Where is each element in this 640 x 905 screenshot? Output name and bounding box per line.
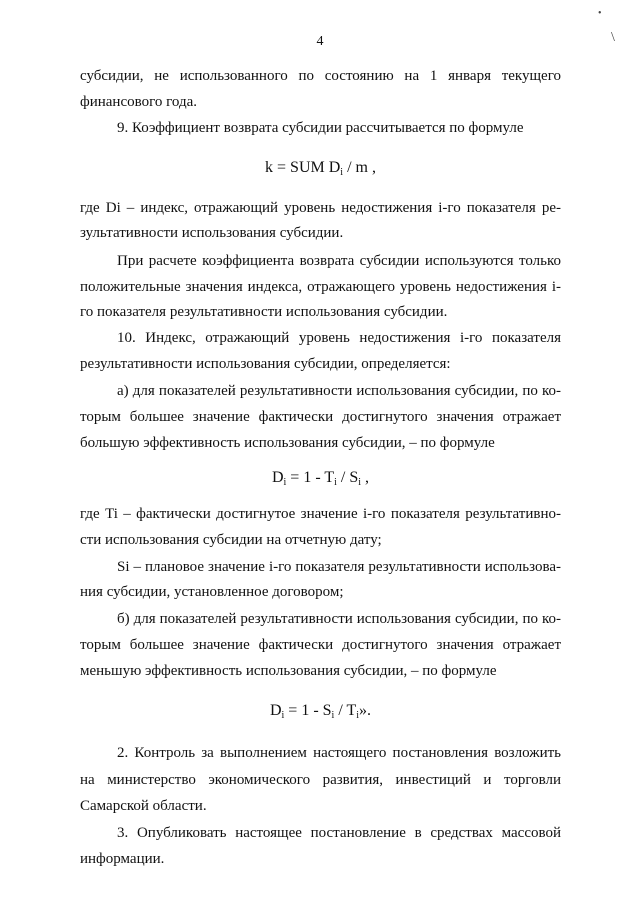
body-text-line: 2. Контроль за выполнением настоящего постановления возложить — [117, 745, 561, 761]
scan-mark: \ — [611, 30, 615, 45]
body-text-line: меньшую эффективность использования субсидии, – по формуле — [80, 663, 497, 679]
body-text-line: большую эффективность использования субсидии, – по формуле — [80, 435, 495, 451]
body-text-line: где Di – индекс, отражающий уровень недостижения i-го показателя ре- — [80, 200, 561, 216]
body-text-line: 10. Индекс, отражающий уровень недостижения i-го показателя — [117, 330, 561, 346]
body-text-line: финансового года. — [80, 94, 198, 110]
body-text-line: торым большее значение фактически достигнутого значения отражает — [80, 637, 561, 653]
body-text-line: Si – плановое значение i-го показателя результативности использова- — [117, 559, 561, 575]
body-text-line: ния субсидии, установленное договором; — [80, 584, 344, 600]
body-text-line: информации. — [80, 851, 165, 867]
body-text-line: б) для показателей результативности использования субсидии, по ко- — [117, 611, 561, 627]
body-text-line: зультативности использования субсидии. — [80, 225, 344, 241]
body-text-line: субсидии, не использованного по состоянию на 1 января текущего — [80, 68, 561, 84]
scan-mark: • — [598, 8, 602, 19]
body-text-line: где Ti – фактически достигнутое значение i-го показателя результативно- — [80, 506, 561, 522]
body-text-line: 9. Коэффициент возврата субсидии рассчитывается по формуле — [117, 120, 524, 136]
body-text-line: сти использования субсидии на отчетную дату; — [80, 532, 382, 548]
body-text-line: го показателя результативности использования субсидии. — [80, 304, 448, 320]
page-number: 4 — [316, 34, 324, 49]
body-text-line: а) для показателей результативности использования субсидии, по ко- — [117, 383, 561, 399]
body-text-line: на министерство экономического развития, инвестиций и торговли — [80, 772, 561, 788]
body-text-line: торым большее значение фактически достигнутого значения отражает — [80, 409, 561, 425]
body-text-line: Самарской области. — [80, 798, 207, 814]
formula-di-a: $D_i = 1 - T_i / S_i$ , — [271, 469, 370, 488]
body-text-line: положительные значения индекса, отражающего уровень недостижения i- — [80, 279, 561, 295]
body-text-line: При расчете коэффициента возврата субсидии используются только — [117, 253, 561, 269]
body-text-line: 3. Опубликовать настоящее постановление в средствах массовой — [117, 825, 561, 841]
formula-di-b: $D_i = 1 - S_i / T_i$». — [269, 702, 372, 721]
body-text-line: результативности использования субсидии, определяется: — [80, 356, 451, 372]
formula-k: k = SUM $D_i$ / m , — [265, 159, 376, 178]
